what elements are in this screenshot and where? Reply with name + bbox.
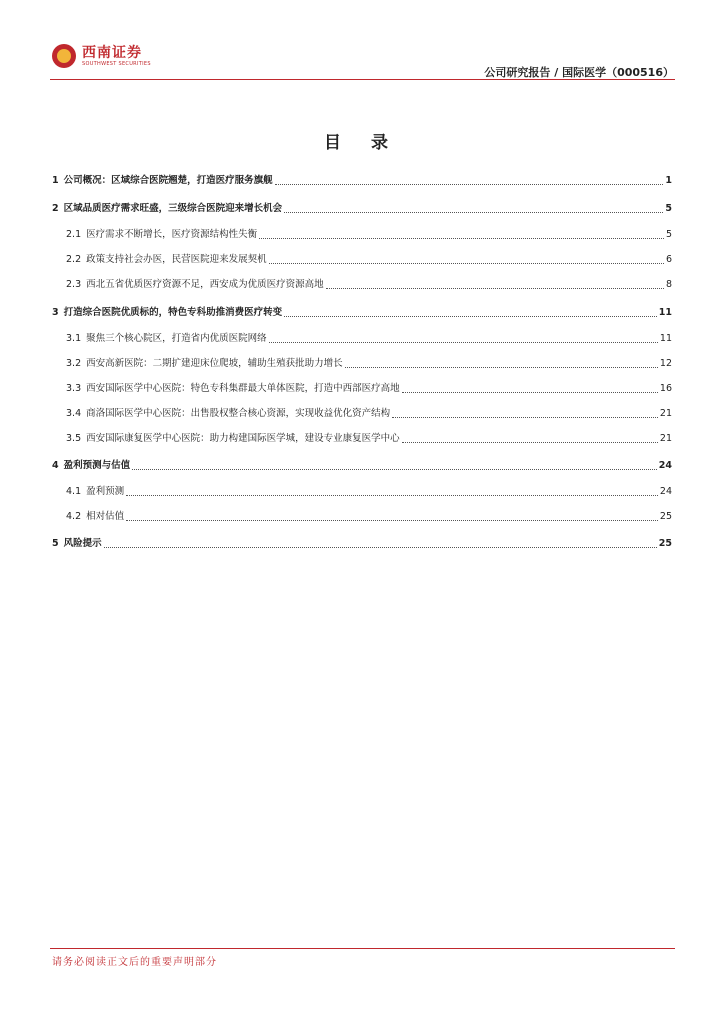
toc-entry-2[interactable] (52, 198, 672, 216)
toc-entry-text: 政策支持社会办医，民营医院迎来发展契机 (86, 254, 267, 265)
toc-entry-3-3[interactable] (52, 378, 672, 396)
toc-entry-page: 24 (659, 486, 672, 497)
toc-entry-text: 西安高新医院：二期扩建迎床位爬坡，辅助生殖获批助力增长 (86, 358, 343, 369)
toc-entry-4-1[interactable] (52, 481, 672, 499)
logo-emblem-icon (52, 44, 76, 68)
toc-entry-number: 1 (52, 175, 59, 186)
toc-entry-number: 4 (52, 460, 59, 471)
company-logo (52, 44, 151, 68)
toc-entry-3[interactable] (52, 302, 672, 320)
toc-entry-text: 公司概况：区域综合医院翘楚，打造医疗服务旗舰 (63, 175, 273, 186)
toc-entry-number: 2.3 (66, 279, 82, 290)
report-category-tag: 公司研究报告 / 国际医学（000516） (484, 66, 674, 79)
toc-leader-dots (132, 469, 657, 470)
toc-entry-page: 5 (665, 203, 672, 214)
toc-entry-text: 打造综合医院优质标的，特色专科助推消费医疗转变 (63, 307, 283, 318)
toc-entry-page: 11 (658, 307, 672, 318)
toc-entry-1[interactable] (52, 170, 672, 188)
toc-entry-page: 6 (665, 254, 672, 265)
toc-entry-number: 4.2 (66, 511, 82, 522)
toc-entry-text: 盈利预测 (86, 486, 125, 497)
toc-entry-3-1[interactable] (52, 328, 672, 346)
toc-title: 目 录 (324, 133, 400, 153)
toc-entry-page: 12 (659, 358, 672, 369)
toc-entry-text: 商洛国际医学中心医院：出售股权整合核心资源，实现收益优化资产结构 (86, 408, 391, 419)
toc-entry-number: 3.3 (66, 383, 82, 394)
toc-leader-dots (402, 442, 658, 443)
toc-leader-dots (126, 520, 658, 521)
toc-leader-dots (275, 184, 664, 185)
disclaimer-note: 请务必阅读正文后的重要声明部分 (52, 957, 217, 968)
toc-entry-page: 24 (658, 460, 672, 471)
toc-entry-number: 3.1 (66, 333, 82, 344)
footer-divider (50, 948, 675, 949)
toc-entry-number: 4.1 (66, 486, 82, 497)
toc-entry-page: 16 (659, 383, 672, 394)
logo-text (82, 45, 151, 68)
toc-entry-3-5[interactable] (52, 428, 672, 446)
toc-entry-text: 医疗需求不断增长，医疗资源结构性失衡 (86, 229, 258, 240)
toc-entry-number: 3 (52, 307, 59, 318)
toc-leader-dots (284, 316, 657, 317)
toc-entry-5[interactable] (52, 533, 672, 551)
toc-entry-number: 3.5 (66, 433, 82, 444)
toc-entry-2-3[interactable] (52, 274, 672, 292)
toc-entry-number: 3.4 (66, 408, 82, 419)
toc-entry-4-2[interactable] (52, 506, 672, 524)
toc-entry-page: 25 (659, 511, 672, 522)
toc-entry-number: 2.2 (66, 254, 82, 265)
toc-entry-page: 21 (659, 408, 672, 419)
toc-entry-text: 相对估值 (86, 511, 125, 522)
toc-leader-dots (284, 212, 663, 213)
toc-entry-text: 风险提示 (63, 538, 102, 549)
toc-entry-2-2[interactable] (52, 249, 672, 267)
toc-entry-page: 1 (665, 175, 672, 186)
toc-entry-text: 区域品质医疗需求旺盛，三级综合医院迎来增长机会 (63, 203, 283, 214)
toc-entry-text: 西北五省优质医疗资源不足，西安成为优质医疗资源高地 (86, 279, 324, 290)
logo-chinese-name: 西南证券 (82, 44, 142, 61)
toc-leader-dots (402, 392, 658, 393)
toc-entry-2-1[interactable] (52, 224, 672, 242)
toc-leader-dots (126, 495, 658, 496)
toc-entry-text: 盈利预测与估值 (63, 460, 131, 471)
toc-leader-dots (392, 417, 658, 418)
toc-leader-dots (269, 342, 658, 343)
toc-entry-3-2[interactable] (52, 353, 672, 371)
toc-entry-page: 11 (659, 333, 672, 344)
header-divider (50, 79, 675, 80)
toc-entry-4[interactable] (52, 455, 672, 473)
toc-entry-text: 西安国际康复医学中心医院：助力构建国际医学城，建设专业康复医学中心 (86, 433, 400, 444)
toc-entry-number: 5 (52, 538, 59, 549)
toc-entry-3-4[interactable] (52, 403, 672, 421)
page-header (50, 40, 674, 80)
toc-entry-text: 聚焦三个核心院区，打造省内优质医院网络 (86, 333, 267, 344)
toc-entry-page: 25 (658, 538, 672, 549)
toc-entry-text: 西安国际医学中心医院：特色专科集群最大单体医院，打造中西部医疗高地 (86, 383, 400, 394)
toc-leader-dots (326, 288, 664, 289)
toc-leader-dots (104, 547, 657, 548)
toc-entry-number: 2.1 (66, 229, 82, 240)
toc-entry-number: 2 (52, 203, 59, 214)
logo-english-name: SOUTHWEST SECURITIES (82, 60, 151, 67)
toc-leader-dots (345, 367, 658, 368)
toc-leader-dots (269, 263, 664, 264)
toc-entry-page: 5 (665, 229, 672, 240)
toc-entry-number: 3.2 (66, 358, 82, 369)
toc-entry-page: 8 (665, 279, 672, 290)
toc-entry-page: 21 (659, 433, 672, 444)
toc-leader-dots (259, 238, 664, 239)
